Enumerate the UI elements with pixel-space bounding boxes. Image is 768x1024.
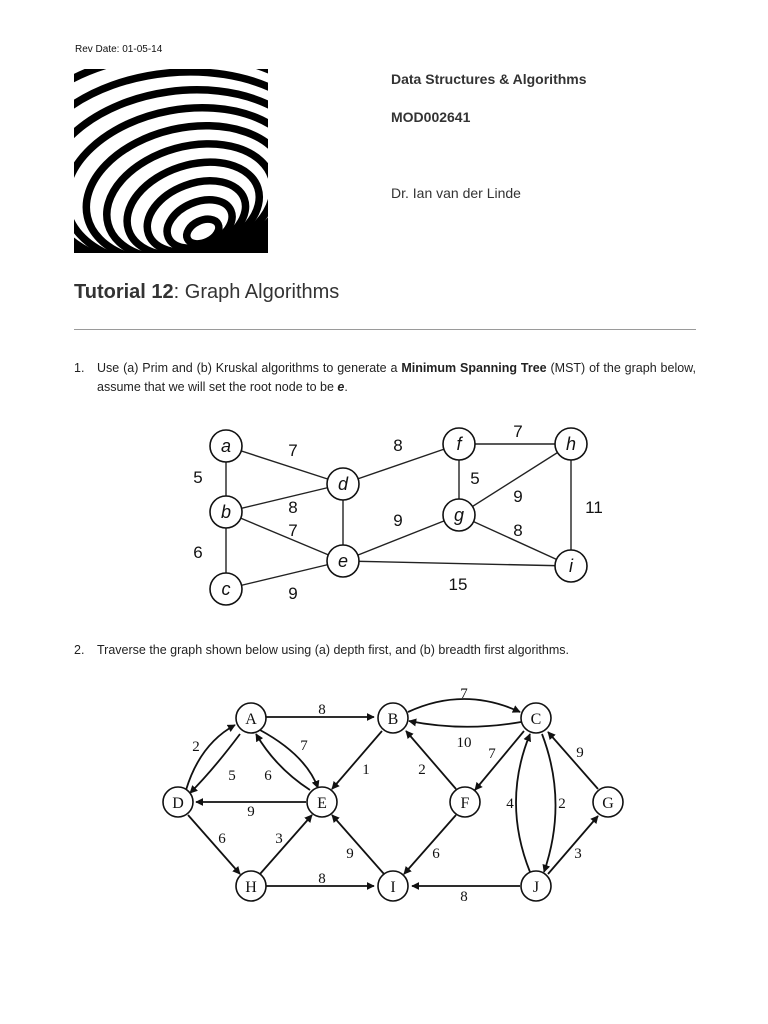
node-label-H: H — [245, 879, 257, 896]
edge-weight-b-e: 7 — [288, 521, 298, 540]
node-label-B: B — [387, 711, 399, 728]
edge-e-i — [343, 561, 571, 566]
edge-weight-d-f: 8 — [393, 436, 403, 455]
question-text: Traverse the graph shown below using (a) depth first, and (b) breadth first algorithms. — [97, 643, 569, 657]
edge-weight-A-E: 7 — [300, 738, 308, 754]
node-label-J: J — [532, 879, 540, 896]
question-text-part: . — [344, 380, 348, 394]
edge-weight-H-E: 3 — [275, 831, 283, 847]
edge-weight-c-e: 9 — [288, 584, 298, 603]
edge-c-e — [226, 561, 343, 589]
question-text — [97, 359, 696, 397]
edge-weight-g-h: 9 — [513, 487, 523, 506]
edge-J-G — [548, 816, 598, 874]
edge-b-d — [226, 484, 343, 512]
node-label-g: g — [453, 505, 465, 525]
edge-B-E — [332, 731, 382, 789]
course-title: Data Structures & Algorithms — [391, 71, 587, 87]
edge-F-B — [406, 731, 456, 789]
edge-weight-e-i: 15 — [448, 575, 468, 594]
edge-weight-A-D: 5 — [228, 768, 236, 784]
edge-weight-a-d: 7 — [288, 441, 298, 460]
node-label-I: I — [390, 879, 396, 896]
spiral-illusion-image — [74, 69, 268, 253]
tutorial-topic: : Graph Algorithms — [173, 281, 340, 303]
edge-weight-B-C: 7 — [460, 686, 468, 702]
edge-weight-e-g: 9 — [393, 511, 403, 530]
node-label-A: A — [245, 711, 257, 728]
node-label-e: e — [337, 551, 349, 571]
edge-weight-F-I: 6 — [432, 846, 440, 862]
edge-weight-F-B: 2 — [418, 762, 426, 778]
node-label-b: b — [220, 502, 232, 522]
edge-weight-D-A: 2 — [192, 739, 200, 755]
edge-weight-E-A: 6 — [264, 768, 272, 784]
edge-J-C — [516, 734, 530, 872]
question-text-part: Use (a) Prim and (b) Kruskal algorithms to generate a — [97, 361, 402, 375]
tutorial-number: Tutorial 12 — [74, 281, 174, 303]
question-number: 1. — [74, 361, 85, 375]
node-label-a: a — [220, 436, 232, 456]
node-label-E: E — [317, 795, 327, 812]
edge-weight-B-E: 1 — [362, 762, 370, 778]
edge-weight-E-D: 9 — [247, 804, 255, 820]
edge-weight-H-I: 8 — [318, 871, 326, 887]
edge-weight-C-B: 10 — [456, 735, 472, 751]
question-text-bold: Minimum Spanning Tree — [401, 361, 547, 375]
course-code: MOD002641 — [391, 109, 471, 125]
node-label-i: i — [569, 556, 573, 576]
edge-weight-b-c: 6 — [193, 543, 203, 562]
edge-weight-C-J: 2 — [558, 796, 566, 812]
edge-D-H — [188, 815, 240, 874]
edge-weight-b-d: 8 — [288, 498, 298, 517]
directed-weighted-graph — [0, 680, 768, 910]
lecturer-name: Dr. Ian van der Linde — [391, 185, 521, 201]
rev-date: Rev Date: 01-05-14 — [75, 44, 163, 55]
edge-G-C — [548, 732, 598, 789]
node-label-d: d — [337, 474, 349, 494]
edge-weight-J-G: 3 — [574, 846, 582, 862]
divider — [74, 329, 696, 330]
node-label-c: c — [221, 579, 231, 599]
edge-C-B — [409, 721, 521, 727]
edge-weight-C-F: 7 — [488, 746, 496, 762]
edge-F-I — [404, 815, 456, 874]
edge-weight-A-B: 8 — [318, 702, 326, 718]
edge-I-E — [332, 815, 384, 874]
node-label-C: C — [530, 711, 542, 728]
edge-b-e — [226, 512, 343, 561]
edge-weight-g-i: 8 — [513, 521, 523, 540]
edge-weight-I-E: 9 — [346, 846, 354, 862]
edge-weight-J-I: 8 — [460, 889, 468, 905]
edge-C-J — [542, 734, 556, 872]
edge-weight-G-C: 9 — [576, 745, 584, 761]
node-label-F: F — [460, 795, 470, 812]
tutorial-title — [74, 281, 339, 304]
edge-H-E — [260, 815, 312, 874]
edge-a-d — [226, 446, 343, 484]
undirected-weighted-graph — [0, 415, 768, 615]
spiral-illusion-graphic — [74, 69, 268, 253]
node-label-D: D — [172, 795, 184, 812]
node-label-G: G — [602, 795, 614, 812]
question-text-italic: e — [337, 380, 345, 394]
edge-weight-f-g: 5 — [470, 469, 480, 488]
edge-weight-f-h: 7 — [513, 422, 523, 441]
node-label-f: f — [456, 434, 462, 454]
edge-weight-h-i: 11 — [585, 498, 603, 517]
question-number: 2. — [74, 643, 85, 657]
question-text-part: (MST) of the graph below, assume that we will set the root node to be — [97, 361, 696, 394]
edge-weight-D-H: 6 — [218, 831, 226, 847]
edge-weight-J-C: 4 — [506, 796, 514, 812]
edge-weight-a-b: 5 — [193, 468, 203, 487]
node-label-h: h — [565, 434, 577, 454]
